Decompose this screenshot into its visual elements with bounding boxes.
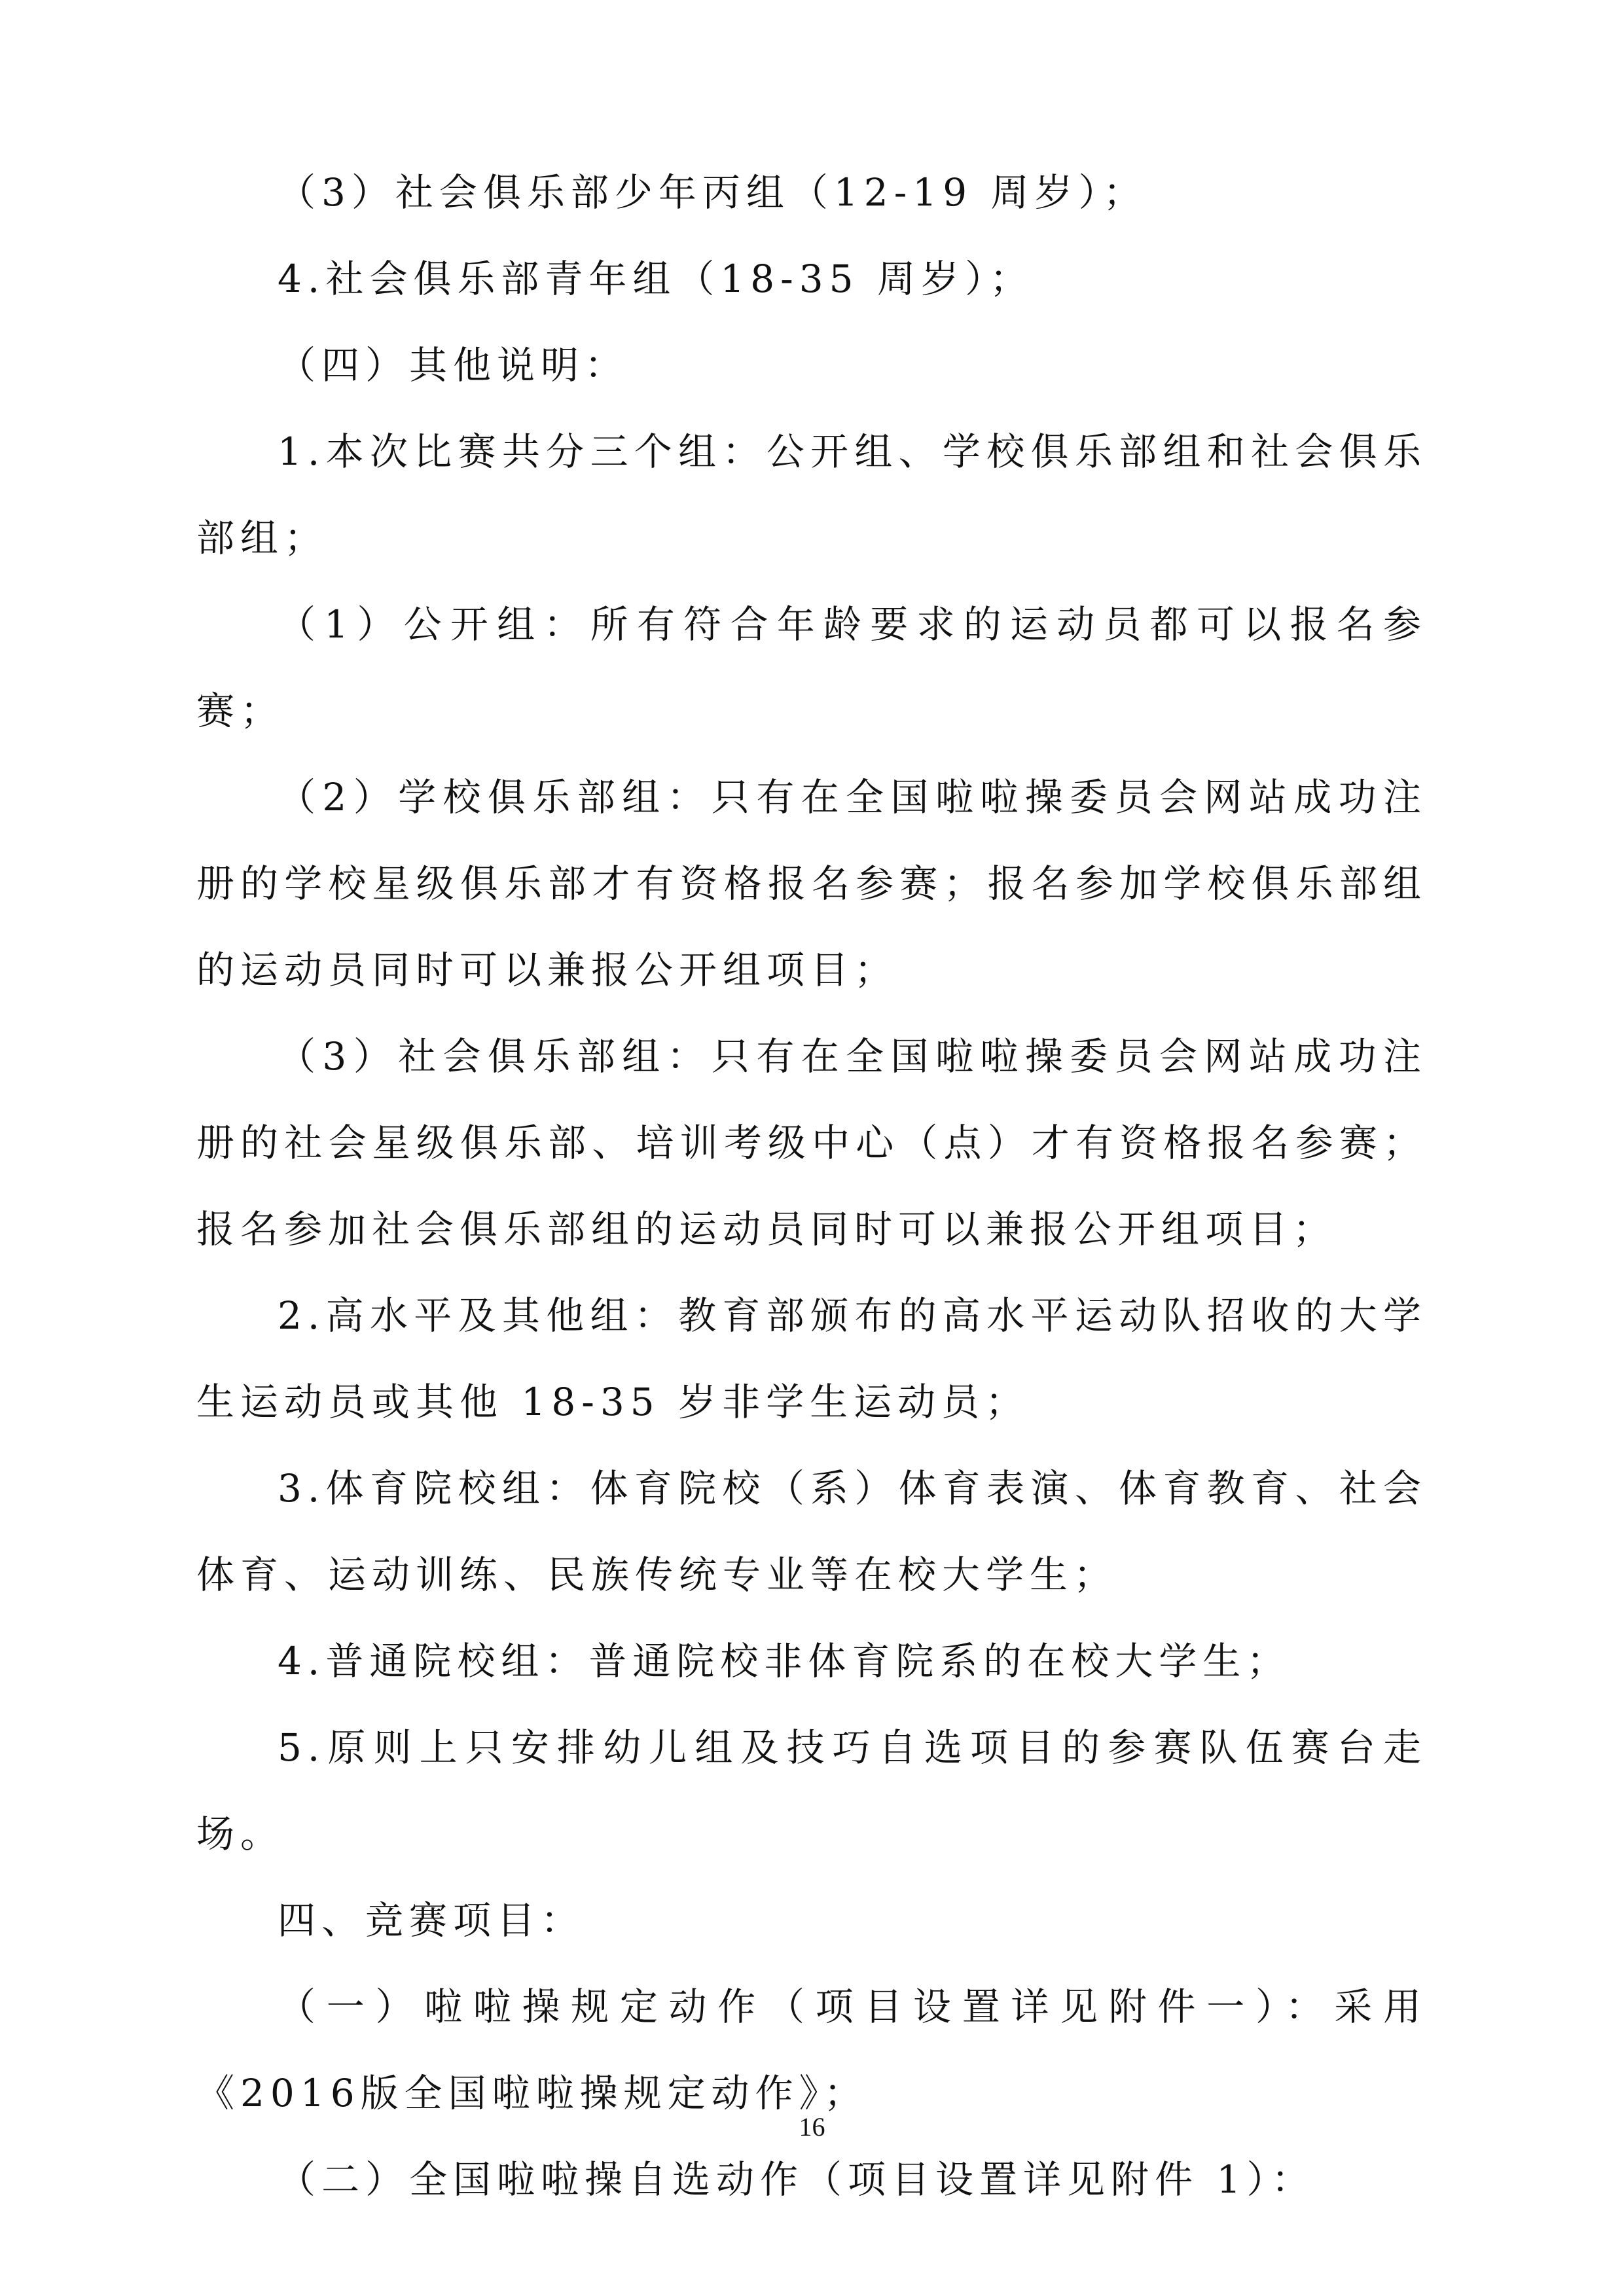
paragraph-youth-c-group: （3）社会俱乐部少年丙组（12-19 周岁）； (278, 170, 1147, 215)
paragraph-sports-college-group: 3.体育院校组：体育院校（系）体育表演、体育教育、社会体育、运动训练、民族传统专业等在校大学生； (196, 1466, 1427, 1597)
paragraph-social-club-group: （3）社会俱乐部组：只有在全国啦啦操委员会网站成功注册的社会星级俱乐部、培训考级中心（点）才有资格报名参赛；报名参加社会俱乐部组的运动员同时可以兼报公开组项目； (196, 1034, 1427, 1251)
paragraph-three-groups: 1.本次比赛共分三个组：公开组、学校俱乐部组和社会俱乐部组； (196, 429, 1427, 560)
paragraph-general-college-group: 4.普通院校组：普通院校非体育院系的在校大学生； (278, 1639, 1291, 1683)
paragraph-other-notes-heading: （四）其他说明： (278, 343, 629, 387)
paragraph-school-club-group: （2）学校俱乐部组：只有在全国啦啦操委员会网站成功注册的学校星级俱乐部才有资格报名参赛；报名参加学校俱乐部组的运动员同时可以兼报公开组项目； (196, 775, 1427, 992)
paragraph-high-level-group: 2.高水平及其他组：教育部颁布的高水平运动队招收的大学生运动员或其他 18-35 岁非学生运动员； (196, 1293, 1427, 1424)
section-heading-competition-events: 四、竞赛项目： (278, 1898, 585, 1943)
paragraph-stage-walkthrough: 5.原则上只安排幼儿组及技巧自选项目的参赛队伍赛台走场。 (196, 1725, 1427, 1856)
paragraph-youth-group: 4.社会俱乐部青年组（18-35 周岁）； (278, 257, 1034, 301)
paragraph-optional-routines: （二）全国啦啦操自选动作（项目设置详见附件 1）： (278, 2157, 1316, 2202)
document-body (196, 149, 1427, 2223)
paragraph-compulsory-routines: （一）啦啦操规定动作（项目设置详见附件一）：采用《2016版全国啦啦操规定动作》； (196, 1984, 1427, 2115)
page-number: 16 (799, 2112, 825, 2142)
paragraph-open-group: （1）公开组：所有符合年龄要求的运动员都可以报名参赛； (196, 602, 1427, 733)
